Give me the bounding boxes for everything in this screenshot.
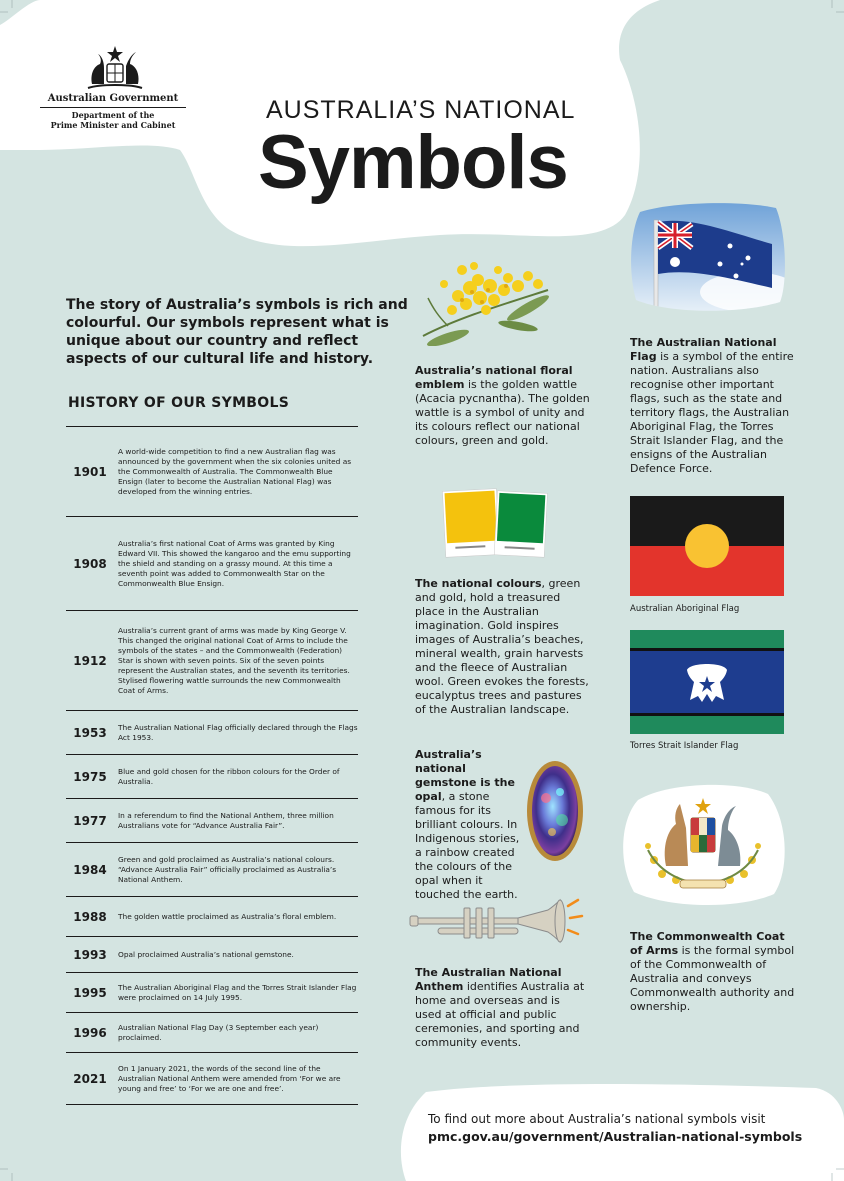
timeline-text: Australia’s first national Coat of Arms was granted by King Edward VII. This showed the kangaroo and the emu supporting the shield and standing on a grassy mound. At this time a seventh point was added to Commonwealth Star on the Commonwealth Blue Ensign. [118, 538, 351, 588]
timeline-text: Australia’s current grant of arms was made by King George V. This changed the original national Coat of Arms to include the symbols of the states – and the Commonwealth (Federation) Star is shown with seven points. Six of the seven points represent the Australian states, and the seventh its territories. Stylised flowering wattle surrounds the new Commonwealth Coat of Arms. [118, 625, 350, 695]
footer-url-link[interactable]: pmc.gov.au/government/Australian-national-symbols [428, 1129, 803, 1144]
torres-strait-flag-caption: Torres Strait Islander Flag [630, 741, 739, 751]
timeline-year: 2021 [73, 1071, 107, 1086]
timeline-year: 1977 [73, 813, 107, 828]
national-colours-heading: The national colours [415, 577, 542, 590]
timeline-text: Green and gold proclaimed as Australia’s national colours. “Advance Australia Fair” officially proclaimed as Australia’s National Anthem. [118, 854, 337, 884]
timeline-text: In a referendum to find the National Anthem, three million Australians vote for “Advance Australia Fair”. [118, 810, 334, 830]
timeline-text: The Australian Aboriginal Flag and the Torres Strait Islander Flag were proclaimed on 14 July 1995. [118, 982, 357, 1002]
national-flag-body: is a symbol of the entire nation. Australians also recognise other important flags, such as the state and territory flags, the Australian Aboriginal Flag, the Torres Strait Islander Flag, and the ensigns of the Australian Defence Force. [630, 350, 794, 475]
timeline-year: 1953 [73, 725, 107, 740]
timeline-year: 1912 [73, 653, 107, 668]
gemstone-body: , a stone famous for its brilliant colours. In Indigenous stories, a rainbow created the colours of the opal when it touched the earth. [415, 790, 520, 901]
timeline-text: A world-wide competition to find a new Australian flag was announced by the government when the six colonies united as the Commonwealth of Australia. The Commonwealth Blue Ensign (later to become the Australian National Flag) was developed from the winning entries. [118, 446, 352, 496]
coat-of-arms-body: is the formal symbol of the Commonwealth of Australia and conveys Commonwealth authority and ownership. [630, 944, 795, 1013]
national-flag-heading: The Australian National Flag [630, 336, 777, 363]
timeline-text: The golden wattle proclaimed as Australia’s floral emblem. [118, 911, 337, 921]
timeline-text: The Australian National Flag officially declared through the Flags Act 1953. [118, 722, 358, 742]
timeline-year: 1975 [73, 769, 107, 784]
timeline-year: 1984 [73, 862, 107, 877]
timeline-year: 1993 [73, 947, 107, 962]
title-small: AUSTRALIA’S NATIONAL [266, 96, 576, 124]
timeline-text: On 1 January 2021, the words of the second line of the Australian National Anthem were amended from ‘For we are young and free’ to ‘For we are one and free’. [118, 1063, 341, 1093]
government-name: Australian Government [40, 93, 186, 108]
gemstone-heading: Australia’s national gemstone is the opal [415, 748, 515, 803]
timeline-year: 1901 [73, 464, 107, 479]
timeline-year: 1996 [73, 1025, 107, 1040]
timeline-year: 1988 [73, 909, 107, 924]
timeline-text: Blue and gold chosen for the ribbon colours for the Order of Australia. [118, 766, 340, 786]
floral-emblem-heading: Australia’s national floral emblem [415, 364, 573, 391]
anthem-heading: The Australian National Anthem [415, 966, 562, 993]
history-title: HISTORY OF OUR SYMBOLS [68, 395, 290, 411]
intro-text: The story of Australia’s symbols is rich and colourful. Our symbols represent what is unique about our country and reflect aspects of our cultural life and history. [66, 297, 408, 367]
department-line-2: Prime Minister and Cabinet [50, 120, 176, 130]
timeline-year: 1995 [73, 985, 107, 1000]
national-colours-body: , green and gold, hold a treasured place in the Australian imagination. Gold inspires images of Australia’s beaches, mineral wealth, grain harvests and the fleece of Australian wool. Green evokes the forests, eucalyptus trees and pastures of the Australian landscape. [415, 577, 589, 716]
anthem-body: identifies Australia at home and overseas and is used at official and public ceremonies, and sporting and community events. [415, 980, 585, 1049]
aboriginal-flag-caption: Australian Aboriginal Flag [630, 604, 740, 614]
department-line-1: Department of the [71, 110, 155, 120]
coat-of-arms-heading: The Commonwealth Coat of Arms [630, 930, 785, 957]
timeline-text: Opal proclaimed Australia’s national gemstone. [118, 949, 294, 959]
footer-text: To find out more about Australia’s national symbols visit [428, 1112, 766, 1126]
timeline-year: 1908 [73, 556, 107, 571]
timeline-text: Australian National Flag Day (3 September each year) proclaimed. [118, 1022, 319, 1042]
title-big: Symbols [258, 120, 568, 205]
floral-emblem-body: is the golden wattle (Acacia pycnantha). The golden wattle is a symbol of unity and its colours reflect our national colours, green and gold. [415, 378, 590, 447]
